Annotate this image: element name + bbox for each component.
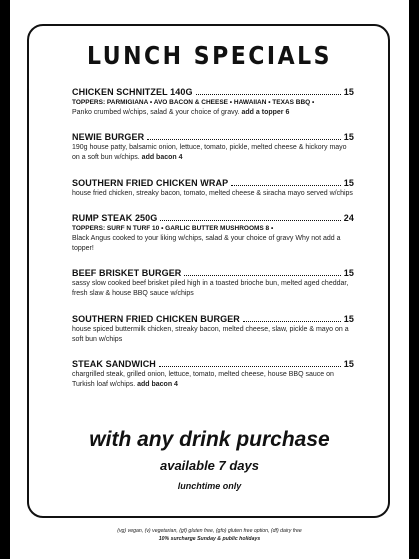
menu-item-name: SOUTHERN FRIED CHICKEN BURGER bbox=[72, 313, 240, 324]
menu-item bbox=[72, 313, 354, 345]
menu-items-list bbox=[72, 86, 354, 403]
menu-item-header bbox=[72, 267, 354, 279]
menu-item-addon: add a topper 6 bbox=[241, 109, 290, 116]
dot-leader bbox=[196, 94, 341, 95]
menu-item-description-text: house spiced buttermilk chicken, streaky bacon, melted cheese, slaw, pickle & mayo on a soft bun w/chips bbox=[72, 325, 349, 343]
dot-leader bbox=[184, 275, 340, 276]
menu-item-name: NEWIE BURGER bbox=[72, 132, 145, 143]
menu-item-toppers: TOPPERS: PARMIGIANA • AVO BACON & CHEESE • HAWAIIAN • TEXAS BBQ • bbox=[72, 99, 315, 106]
menu-item bbox=[72, 177, 354, 199]
menu-item-description-text: Panko crumbed w/chips, salad & your choice of gravy. bbox=[72, 109, 240, 116]
menu-item-toppers: TOPPERS: SURF N TURF 10 • GARLIC BUTTER MUSHROOMS 8 • bbox=[72, 224, 274, 232]
dietary-legend: (vg) vegan, (v) vegetarian, (gf) gluten free, (gfo) gluten free option, (df) dairy free bbox=[117, 528, 302, 534]
surcharge-note: 10% surcharge Sunday & public holidays bbox=[158, 536, 261, 542]
menu-item-description bbox=[72, 108, 354, 118]
menu-item-header bbox=[72, 177, 354, 189]
menu-item bbox=[72, 131, 354, 163]
menu-item-name: CHICKEN SCHNITZEL 140G bbox=[72, 87, 193, 97]
menu-item-description bbox=[72, 325, 354, 345]
menu-page bbox=[10, 0, 409, 559]
menu-item-description bbox=[72, 189, 354, 199]
menu-item-price: 15 bbox=[343, 132, 354, 143]
menu-item-name: BEEF BRISKET BURGER bbox=[72, 268, 182, 279]
menu-item-price: 15 bbox=[343, 268, 354, 279]
menu-item-description-text: sassy slow cooked beef brisket piled high in a toasted brioche bun, melted aged cheddar, fresh slaw & house BBQ sauce w/chips bbox=[72, 280, 349, 298]
menu-item bbox=[72, 86, 354, 118]
dot-leader bbox=[231, 185, 341, 186]
menu-item-price: 24 bbox=[343, 212, 354, 223]
dot-leader bbox=[243, 321, 341, 322]
promo-availability: available 7 days bbox=[159, 458, 259, 473]
menu-item-description bbox=[72, 234, 354, 254]
menu-item-addon: add bacon 4 bbox=[137, 381, 178, 389]
menu-item-header bbox=[72, 358, 354, 370]
menu-item-price: 15 bbox=[343, 313, 354, 324]
promo-drink-purchase: with any drink purchase bbox=[89, 428, 330, 451]
menu-item-price: 15 bbox=[343, 87, 354, 97]
menu-item-name: STEAK SANDWICH bbox=[72, 359, 156, 370]
dot-leader bbox=[147, 139, 341, 140]
menu-title: LUNCH SPECIALS bbox=[87, 42, 332, 71]
menu-item-header bbox=[72, 313, 354, 325]
menu-item-name: RUMP STEAK 250G bbox=[72, 212, 158, 223]
menu-item-description-text: 190g house patty, balsamic onion, lettuce, tomato, pickle, melted cheese & hickory mayo on a soft bun w/chips. bbox=[72, 144, 347, 162]
menu-item-description bbox=[72, 143, 354, 163]
dot-leader bbox=[160, 220, 340, 221]
dot-leader bbox=[159, 366, 341, 367]
menu-item-addon: add bacon 4 bbox=[141, 154, 183, 162]
promo-lunchtime: lunchtime only bbox=[177, 481, 242, 491]
menu-item-price: 15 bbox=[343, 177, 354, 188]
menu-item bbox=[72, 358, 354, 390]
menu-item-header bbox=[72, 212, 354, 224]
menu-item bbox=[72, 267, 354, 299]
menu-item-description-text: house fried chicken, streaky bacon, tomato, melted cheese & siracha mayo served w/chips bbox=[72, 189, 353, 197]
menu-item-description bbox=[72, 279, 354, 299]
menu-item-description-text: chargrilled steak, grilled onion, lettuce, tomato, melted cheese, house BBQ sauce on Turkish loaf w/chips. bbox=[72, 371, 334, 389]
menu-item-header bbox=[72, 86, 354, 98]
menu-item-description-text: Black Angus cooked to your liking w/chips, salad & your choice of gravy Why not add a topper! bbox=[72, 234, 341, 253]
menu-item-name: SOUTHERN FRIED CHICKEN WRAP bbox=[72, 177, 229, 188]
menu-item bbox=[72, 212, 354, 254]
menu-item-price: 15 bbox=[343, 359, 354, 370]
menu-item-description bbox=[72, 370, 354, 390]
menu-item-header bbox=[72, 131, 354, 143]
